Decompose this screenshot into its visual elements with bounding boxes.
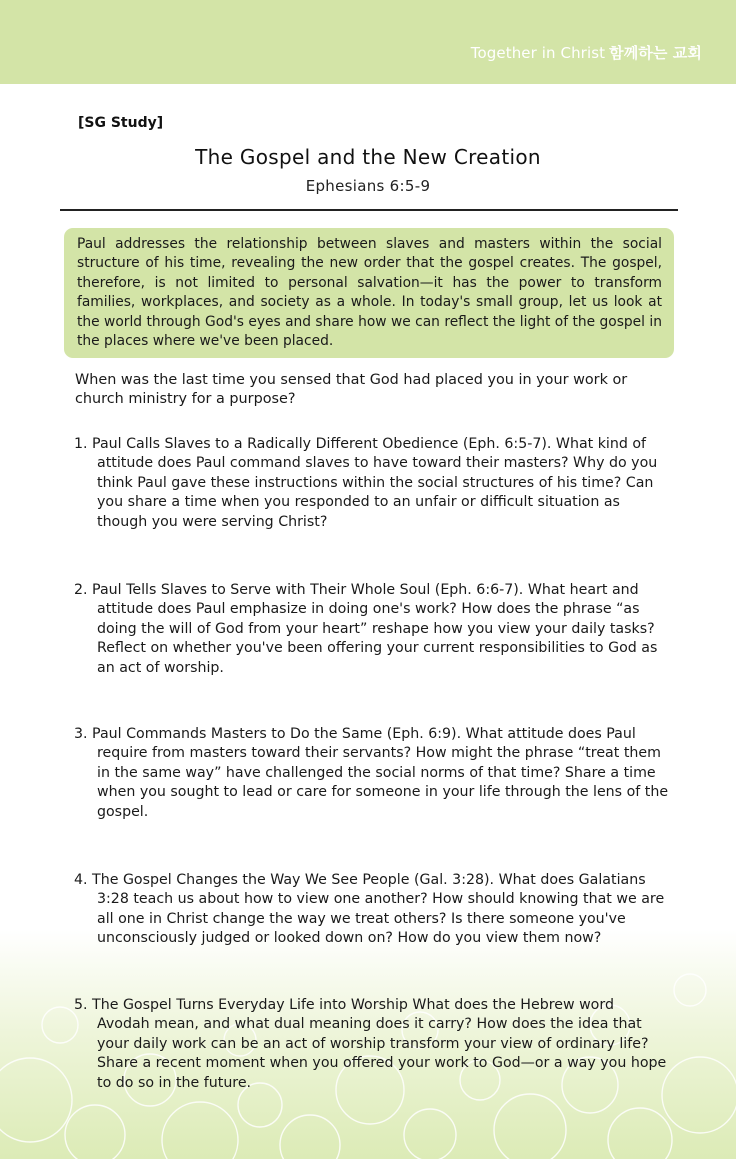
section-tag: [SG Study] [78, 115, 164, 131]
brand-korean: 함께하는 교회 [609, 44, 702, 62]
divider [60, 209, 678, 211]
brand-logo [471, 42, 702, 63]
question-5: 5. The Gospel Turns Everyday Life into Worship What does the Hebrew word Avodah mean, and what dual meaning does it carry? How does the idea that your daily work can be an act of worship transform your view of ordinary life? Share a recent moment when you offered your work to God—or a way you hope to do so in the future. [74, 997, 667, 1091]
question-3: 3. Paul Commands Masters to Do the Same (Eph. 6:9). What attitude does Paul require from masters toward their servants? How might the phrase “treat them in the same way” have challenged the social norms of that time? Share a time when you sought to lead or care for someone in your life through the lens of the gospel. [74, 726, 669, 820]
brand-english: Together in Christ [470, 44, 606, 62]
scripture-reference: Ephesians 6:5-9 [305, 177, 431, 195]
page-title: The Gospel and the New Creation [195, 145, 541, 169]
question-1: 1. Paul Calls Slaves to a Radically Different Obedience (Eph. 6:5-7). What kind of attitude does Paul command slaves to have toward their masters? Why do you think Paul gave these instructions within the social structures of his time? Can you share a time when you responded to an unfair or difficult situation as though you were serving Christ? [74, 436, 658, 530]
question-4: 4. The Gospel Changes the Way We See People (Gal. 3:28). What does Galatians 3:28 teach us about how to view one another? How should knowing that we are all one in Christ change the way we treat others? Is there someone you've unconsciously judged or looked down on? How do you view them now? [74, 872, 665, 947]
intro-box: Paul addresses the relationship between slaves and masters within the social structure of his time, revealing the new order that the gospel creates. The gospel, therefore, is not limited to personal salvation—it has the power to transform families, workplaces, and society as a whole. In today's small group, let us look at the world through God's eyes and share how we can reflect the light of the gospel in the places where we've been placed. [64, 228, 674, 358]
opening-question: When was the last time you sensed that God had placed you in your work or church ministry for a purpose? [75, 372, 628, 408]
question-2: 2. Paul Tells Slaves to Serve with Their Whole Soul (Eph. 6:6-7). What heart and attitude does Paul emphasize in doing one's work? How does the phrase “as doing the will of God from your heart” reshape how you view your daily tasks? Reflect on whether you've been offering your current responsibilities to God as an act of worship. [74, 582, 658, 676]
